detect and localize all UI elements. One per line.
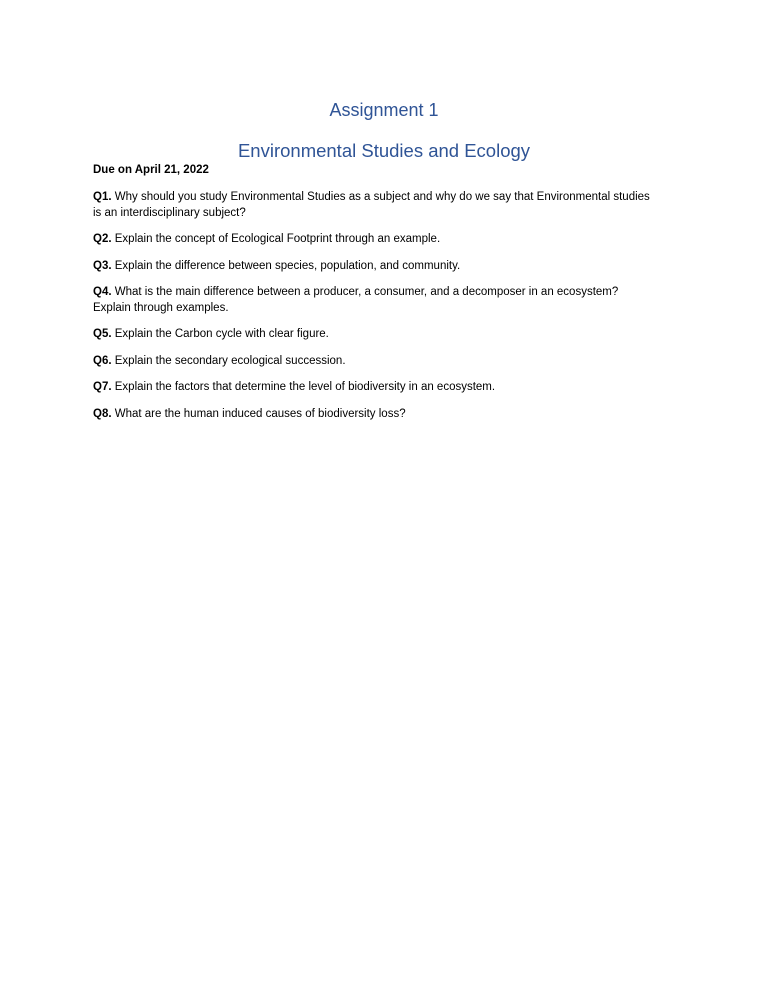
due-date: Due on April 21, 2022 — [93, 164, 209, 176]
question-text: What is the main difference between a producer, a consumer, and a decomposer in an ecosystem? Explain through examples. — [93, 286, 619, 314]
question-number: Q5. — [93, 328, 112, 340]
question-text: Explain the secondary ecological succession. — [114, 354, 346, 367]
question-number: Q1. — [93, 191, 112, 203]
question-item — [93, 259, 653, 275]
question-list — [93, 190, 653, 433]
question-text: Explain the concept of Ecological Footprint through an example. — [114, 233, 441, 245]
question-number: Q3. — [93, 259, 112, 272]
question-item — [93, 407, 653, 423]
question-item — [93, 327, 653, 343]
question-item — [93, 380, 653, 396]
question-text: Explain the Carbon cycle with clear figure. — [114, 328, 329, 340]
question-number: Q7. — [93, 381, 112, 393]
question-item — [93, 190, 653, 221]
question-text: What are the human induced causes of biodiversity loss? — [114, 407, 406, 420]
question-number: Q6. — [93, 354, 112, 367]
question-number: Q8. — [93, 407, 112, 420]
question-number: Q4. — [93, 286, 112, 298]
question-item — [93, 354, 653, 370]
assignment-title: Assignment 1 — [329, 100, 439, 120]
question-text: Why should you study Environmental Studies as a subject and why do we say that Environmental studies is an interdisciplinary subject? — [93, 191, 650, 219]
question-text: Explain the difference between species, population, and community. — [114, 259, 461, 272]
question-item — [93, 232, 653, 248]
question-text: Explain the factors that determine the level of biodiversity in an ecosystem. — [114, 381, 496, 393]
course-title: Environmental Studies and Ecology — [237, 140, 531, 161]
question-number: Q2. — [93, 233, 112, 245]
question-item — [93, 285, 653, 316]
